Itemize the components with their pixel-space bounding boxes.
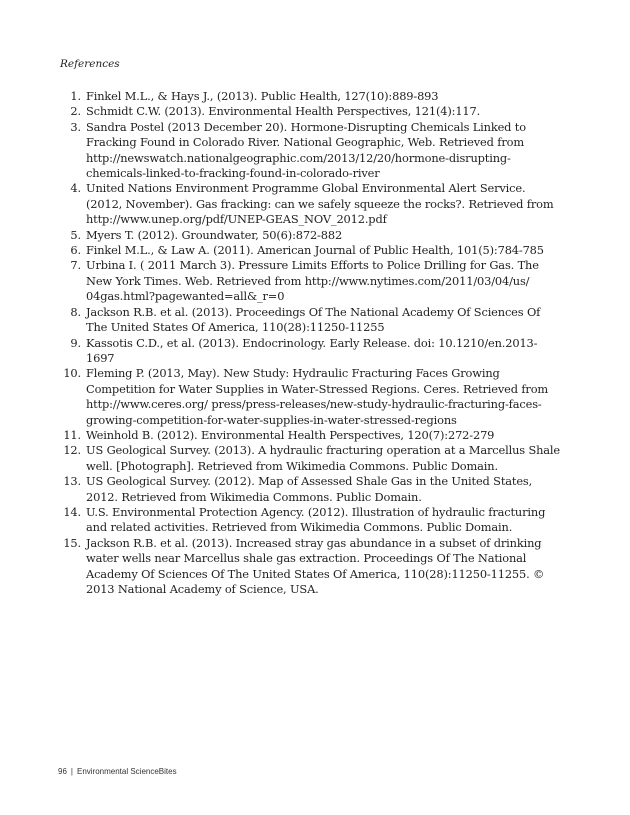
page-footer (58, 767, 177, 776)
reference-number: 13. (63, 474, 81, 489)
reference-item (60, 258, 560, 304)
reference-number: 7. (70, 258, 81, 273)
reference-number: 14. (63, 504, 81, 519)
reference-text: Finkel M.L., & Hays J., (2013). Public Health, 127(10):889-893 (86, 89, 439, 103)
reference-number: 15. (63, 535, 81, 550)
footer-separator: | (70, 767, 73, 776)
publication-name: Environmental ScienceBites (76, 767, 177, 776)
reference-number: 11. (63, 427, 81, 442)
reference-text: U.S. Environmental Protection Agency. (2012). Illustration of hydraulic fracturing and related activities. Retrieved from Wikimedia Commons. Public Domain. (86, 504, 546, 535)
reference-item (60, 536, 560, 598)
reference-item (60, 336, 560, 367)
page-number: 96 (58, 767, 67, 776)
reference-item (60, 228, 560, 243)
reference-text: Urbina I. ( 2011 March 3). Pressure Limits Efforts to Police Drilling for Gas. The New York Times. Web. Retrieved from http://www.nytimes.com/2011/03/04/us/ 04gas.html?pagewanted=all&_r=0 (86, 258, 539, 304)
reference-text: Jackson R.B. et al. (2013). Proceedings Of The National Academy Of Sciences Of The United States Of America, 110(28):11250-11255 (86, 304, 541, 335)
reference-text: Myers T. (2012). Groundwater, 50(6):872-882 (86, 227, 343, 242)
reference-text: Fleming P. (2013, May). New Study: Hydraulic Fracturing Faces Growing Competition for Water Supplies in Water-Stressed Regions. Ceres. Retrieved from http://www.ceres.org/ press/press-releases/new-study-hydraulic-fracturing-faces-growing-competition-for-water-supplies-in-water-stressed-regions (86, 366, 549, 427)
reference-list (60, 89, 560, 597)
reference-number: 10. (63, 366, 81, 381)
reference-item (60, 443, 560, 474)
reference-number: 12. (63, 443, 81, 458)
reference-item (60, 89, 560, 104)
reference-number: 9. (70, 335, 81, 350)
reference-text: US Geological Survey. (2012). Map of Assessed Shale Gas in the United States, 2012. Retrieved from Wikimedia Commons. Public Domain. (86, 474, 533, 504)
reference-item (60, 104, 560, 119)
reference-text: Schmidt C.W. (2013). Environmental Health Perspectives, 121(4):117. (86, 104, 481, 119)
reference-item (60, 243, 560, 258)
reference-text: Kassotis C.D., et al. (2013). Endocrinology. Early Release. doi: 10.1210/en.2013-1697 (86, 335, 538, 365)
reference-number: 4. (70, 181, 81, 196)
reference-item (60, 474, 560, 505)
reference-item (60, 366, 560, 428)
reference-number: 8. (70, 304, 81, 319)
reference-item (60, 120, 560, 182)
reference-text: United Nations Environment Programme Global Environmental Alert Service. (2012, November). Gas fracking: can we safely squeeze the rocks?. Retrieved from http://www.unep.org/pdf/UNEP-GEAS_NOV_2012.pdf (86, 181, 554, 227)
reference-text: US Geological Survey. (2013). A hydraulic fracturing operation at a Marcellus Shale well. [Photograph]. Retrieved from Wikimedia Commons. Public Domain. (86, 443, 561, 473)
reference-text: Jackson R.B. et al. (2013). Increased stray gas abundance in a subset of drinking water wells near Marcellus shale gas extraction. Proceedings Of The National Academy Of Sciences Of The United States Of America, 110(28):11250-11255. © 2013 National Academy of Science, USA. (86, 535, 545, 596)
reference-text: Finkel M.L., & Law A. (2011). American Journal of Public Health, 101(5):784-785 (86, 243, 544, 258)
reference-number: 6. (70, 243, 81, 258)
reference-item (60, 428, 560, 443)
reference-number: 1. (70, 89, 81, 103)
section-title: References (60, 58, 120, 70)
reference-item (60, 181, 560, 227)
reference-text: Sandra Postel (2013 December 20). Hormone-Disrupting Chemicals Linked to Fracking Found in Colorado River. National Geographic, Web. Retrieved from http://newswatch.nationalgeographic.com/2013/12/20/hormone-disrupting-chemicals-linked-to-fracking-found-in-colorado-river (86, 119, 526, 181)
reference-text: Weinhold B. (2012). Environmental Health Perspectives, 120(7):272-279 (86, 427, 495, 442)
reference-number: 5. (70, 227, 81, 242)
reference-item (60, 505, 560, 536)
reference-item (60, 305, 560, 336)
reference-number: 2. (70, 104, 81, 119)
reference-number: 3. (70, 119, 81, 134)
